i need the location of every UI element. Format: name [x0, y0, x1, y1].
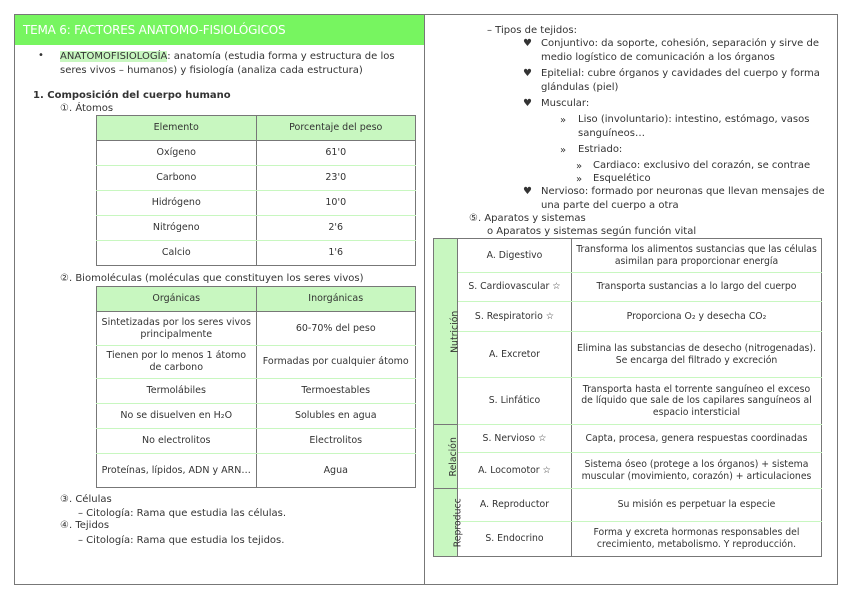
cell: Elimina las substancias de desecho (nitrogenadas). Se encarga del filtrado y excreción: [572, 332, 822, 378]
cell: Transporta hasta el torrente sanguíneo el exceso de líquido que sale de los capilares sanguíneos al espacio intersticial: [572, 378, 822, 425]
cell: Hidrógeno: [97, 191, 257, 216]
table-row: [434, 425, 822, 453]
table-row: [97, 216, 416, 241]
table-row: [97, 404, 416, 429]
cell: A. Excretor: [458, 332, 572, 378]
arrow-bullet-icon: »: [560, 145, 567, 156]
arrow-bullet-icon: »: [576, 161, 583, 172]
cell: 10'0: [256, 191, 416, 216]
category-label: Reproducc: [452, 497, 464, 547]
table-row: [97, 241, 416, 266]
table-row: [97, 346, 416, 379]
table-row: [434, 273, 822, 302]
list-item: Nervioso: formado por neuronas que llevan mensajes de: [541, 186, 825, 197]
heart-bullet-icon: ♥: [523, 68, 532, 79]
celulas-label: ③. Células: [60, 494, 112, 505]
intro-line2: seres vivos – humanos) y fisiología (analiza cada estructura): [60, 65, 363, 76]
table-row: [97, 429, 416, 454]
intro-line1: [60, 51, 395, 62]
atomos-label: ①. Átomos: [60, 103, 114, 114]
cell: Termoestables: [256, 379, 416, 404]
cell: Nitrógeno: [97, 216, 257, 241]
cell: Sintetizadas por los seres vivos principalmente: [97, 312, 257, 346]
term-highlight: ANATOMOFISIOLOGÍA: [60, 51, 168, 62]
heart-bullet-icon: ♥: [523, 38, 532, 49]
list-item: Esquelético: [593, 173, 651, 184]
table-row: [434, 522, 822, 557]
table-row: [97, 141, 416, 166]
list-item: glándulas (piel): [541, 82, 619, 93]
table-row: [97, 166, 416, 191]
cell: Carbono: [97, 166, 257, 191]
celulas-sub: – Citología: Rama que estudia las células.: [78, 508, 287, 519]
column-divider: [424, 14, 425, 585]
cell: Sistema óseo (protege a los órganos) + sistema muscular (movimiento, corazón) + articulaciones: [572, 453, 822, 489]
cell: Electrolitos: [256, 429, 416, 454]
arrow-bullet-icon: »: [560, 115, 567, 126]
aparatos-label: ⑤. Aparatos y sistemas: [469, 213, 586, 224]
table-row: [97, 379, 416, 404]
category-cell: [434, 239, 461, 425]
cell: S. Cardiovascular ☆: [458, 273, 572, 302]
tipos-label: – Tipos de tejidos:: [487, 25, 577, 36]
cell: S. Nervioso ☆: [458, 425, 572, 453]
header-cell: Orgánicas: [97, 287, 257, 312]
arrow-bullet-icon: »: [576, 174, 583, 185]
table-row: [434, 302, 822, 332]
cell: A. Locomotor ☆: [458, 453, 572, 489]
tejidos-sub: – Citología: Rama que estudia los tejidos.: [78, 535, 285, 546]
list-item: Cardiaco: exclusivo del corazón, se contrae: [593, 160, 811, 171]
list-item: Conjuntivo: da soporte, cohesión, separación y sirve de: [541, 38, 820, 49]
category-cell: [434, 489, 464, 557]
atomos-table: [96, 115, 416, 266]
cell: Transforma los alimentos sustancias que las células asimilan para proporcionar energía: [572, 239, 822, 273]
list-item: Epitelial: cubre órganos y cavidades del cuerpo y forma: [541, 68, 820, 79]
table-row: [434, 378, 822, 425]
category-cell: [434, 425, 458, 489]
table-row: [434, 239, 822, 273]
aparatos-sub: o Aparatos y sistemas según función vital: [487, 226, 697, 237]
cell: 23'0: [256, 166, 416, 191]
page-title: TEMA 6: FACTORES ANATOMO-FISIOLÓGICOS: [15, 15, 424, 45]
category-label: Relación: [447, 436, 459, 477]
cell: Capta, procesa, genera respuestas coordinadas: [572, 425, 822, 453]
cell: Su misión es perpetuar la especie: [572, 489, 822, 522]
cell: S. Linfático: [458, 378, 572, 425]
cell: No electrolitos: [97, 429, 257, 454]
table-row: [434, 453, 822, 489]
table-row: [97, 454, 416, 488]
biomoleculas-table: [96, 286, 416, 488]
table-row: [434, 489, 822, 522]
cell: A. Reproductor: [458, 489, 572, 522]
cell: Termolábiles: [97, 379, 257, 404]
table-row: [97, 312, 416, 346]
cell: Proteínas, lípidos, ADN y ARN…: [97, 454, 257, 488]
intro-text: : anatomía (estudia forma y estructura de los: [167, 51, 395, 62]
cell: Calcio: [97, 241, 257, 266]
cell: 2'6: [256, 216, 416, 241]
list-item: medio logístico de comunicación a los órganos: [541, 52, 775, 63]
cell: S. Respiratorio ☆: [458, 302, 572, 332]
header-cell: Elemento: [97, 116, 257, 141]
cell: Proporciona O₂ y desecha CO₂: [572, 302, 822, 332]
cell: Transporta sustancias a lo largo del cuerpo: [572, 273, 822, 302]
list-item: Liso (involuntario): intestino, estómago, vasos: [578, 114, 810, 125]
header-cell: Inorgánicas: [256, 287, 416, 312]
biomol-label: ②. Biomoléculas (moléculas que constituyen los seres vivos): [60, 273, 364, 284]
list-item: Muscular:: [541, 98, 590, 109]
cell: Oxígeno: [97, 141, 257, 166]
heart-bullet-icon: ♥: [523, 186, 532, 197]
cell: 61'0: [256, 141, 416, 166]
table-row: [97, 191, 416, 216]
table-row: [434, 332, 822, 378]
heart-bullet-icon: ♥: [523, 98, 532, 109]
bullet: •: [38, 50, 44, 61]
tejidos-label: ④. Tejidos: [60, 520, 110, 531]
header-cell: Porcentaje del peso: [256, 116, 416, 141]
list-item: sanguíneos…: [578, 128, 645, 139]
cell: 1'6: [256, 241, 416, 266]
cell: S. Endocrino: [458, 522, 572, 557]
cell: Agua: [256, 454, 416, 488]
aparatos-table: [433, 238, 822, 557]
category-label: Nutrición: [449, 310, 461, 353]
cell: Formadas por cualquier átomo: [256, 346, 416, 379]
list-item: una parte del cuerpo a otra: [541, 200, 679, 211]
cell: No se disuelven en H₂O: [97, 404, 257, 429]
section-heading: 1. Composición del cuerpo humano: [33, 90, 231, 101]
cell: Forma y excreta hormonas responsables del crecimiento, metabolismo. Y reproducción.: [572, 522, 822, 557]
cell: Tienen por lo menos 1 átomo de carbono: [97, 346, 257, 379]
cell: Solubles en agua: [256, 404, 416, 429]
cell: A. Digestivo: [458, 239, 572, 273]
cell: 60-70% del peso: [256, 312, 416, 346]
list-item: Estriado:: [578, 144, 623, 155]
